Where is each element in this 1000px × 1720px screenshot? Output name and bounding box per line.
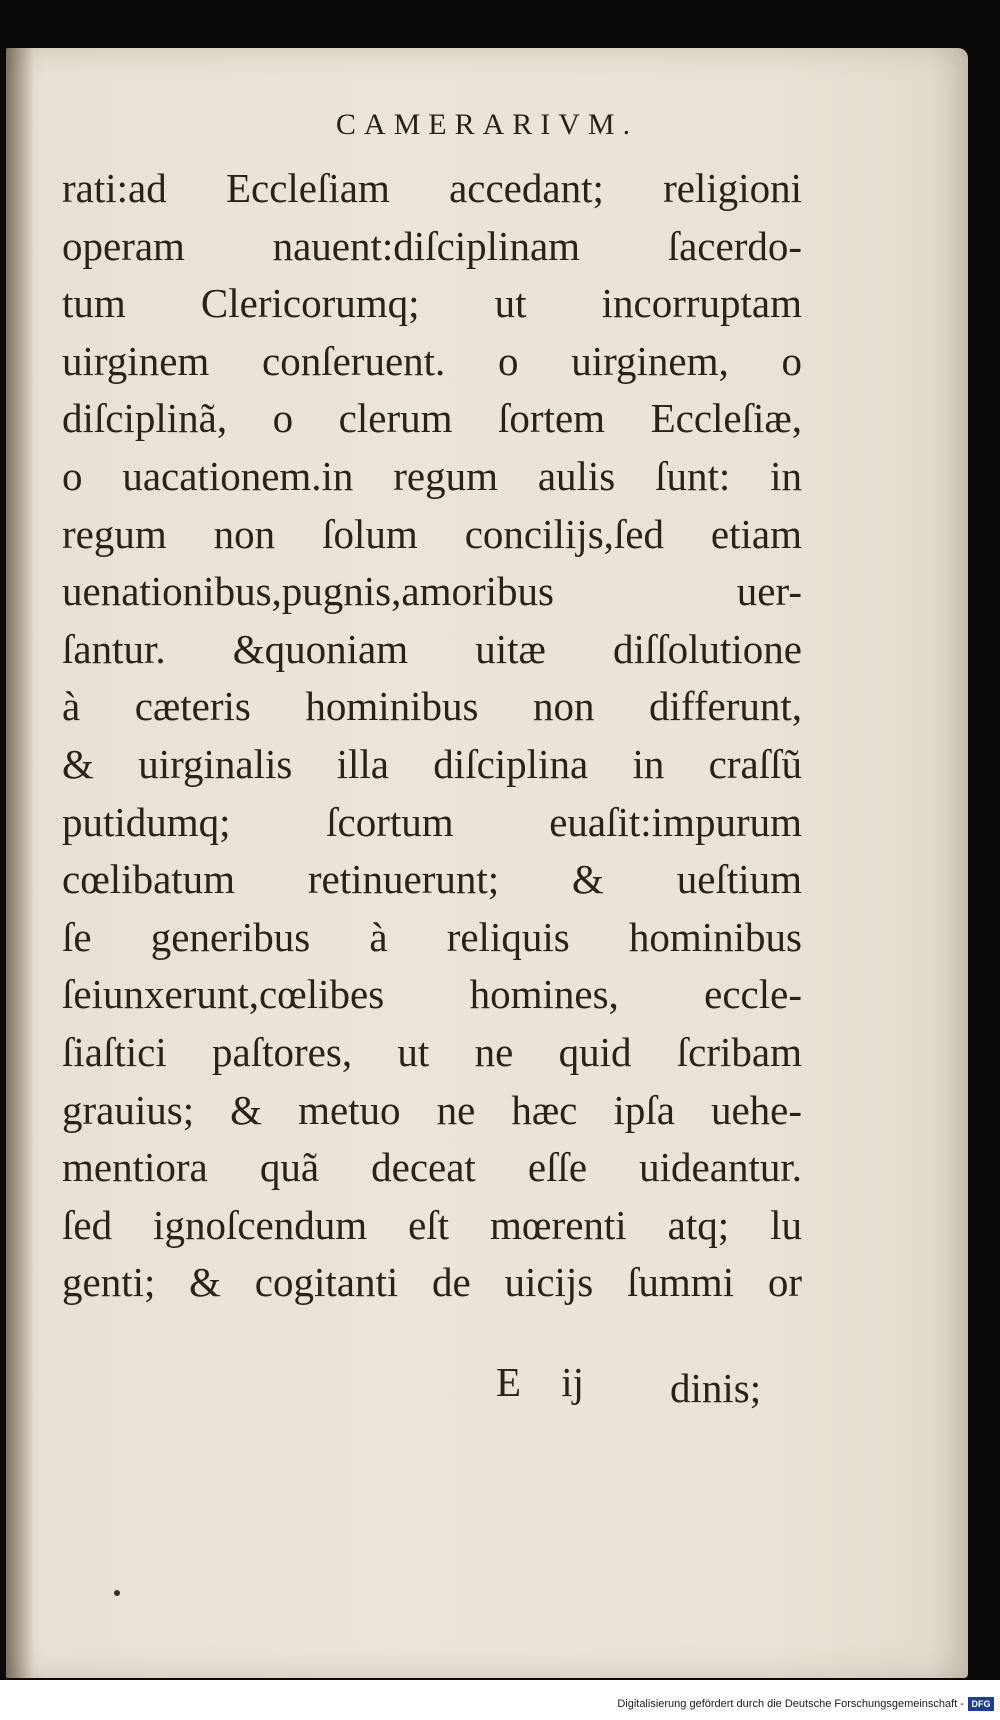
text-line: uirginem conſeruent. o uirginem, o [62, 337, 802, 384]
text-line: operam nauent:diſciplinam ſacerdo- [62, 222, 802, 269]
text-line: ſiaſtici paſtores, ut ne quid ſcribam [62, 1028, 802, 1075]
text-line: cœlibatum retinuerunt; & ueſtium [62, 856, 802, 903]
footer-bar [0, 1680, 1000, 1720]
text-line: & uirginalis illa diſciplina in craſſũ [62, 740, 802, 787]
text-line: ſed ignoſcendum eſt mœrenti atq; lu [62, 1201, 802, 1248]
text-line: mentiora quã deceat eſſe uideantur. [62, 1144, 802, 1191]
text-line: regum non ſolum concilijs,ſed etiam [62, 510, 802, 557]
signature-mark: E ij [496, 1359, 585, 1405]
text-line: diſciplinã, o clerum ſortem Eccleſiæ, [62, 395, 802, 442]
catchword: dinis; [670, 1365, 762, 1411]
text-line: ſantur. &quoniam uitæ diſſolutione [62, 625, 802, 672]
text-line: ſeiunxerunt,cœlibes homines, eccle- [62, 971, 802, 1018]
dfg-logo: DFG [968, 1697, 994, 1711]
text-line: tum Clericorumq; ut incorruptam [62, 280, 802, 327]
text-line: o uacationem.in regum aulis ſunt: in [62, 452, 802, 499]
text-line: grauius; & metuo ne hæc ipſa uehe- [62, 1086, 802, 1133]
body-text [62, 160, 802, 1312]
ink-speck [114, 1590, 120, 1596]
text-line: uenationibus,pugnis,amoribus uer- [62, 568, 802, 615]
text-line: à cæteris hominibus non differunt, [62, 683, 802, 730]
book-page [6, 48, 968, 1678]
running-head: CAMERARIVM. [335, 108, 639, 141]
text-line: putidumq; ſcortum euaſit:impurum [62, 798, 802, 845]
text-line: genti; & cogitanti de uicijs ſummi or [62, 1259, 802, 1306]
digitization-credit: Digitalisierung gefördert durch die Deutsche Forschungsgemeinschaft - [617, 1698, 964, 1710]
text-line: ſe generibus à reliquis hominibus [62, 913, 802, 960]
text-line: rati:ad Eccleſiam accedant; religioni [62, 165, 802, 211]
